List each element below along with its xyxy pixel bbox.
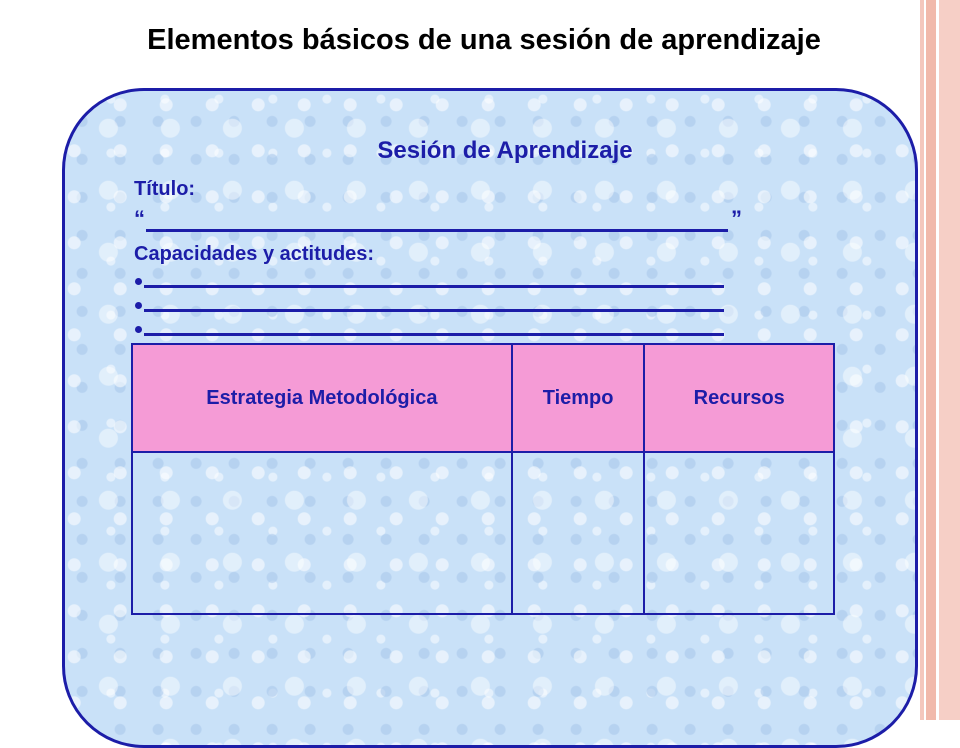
card-title: Sesión de Aprendizaje	[377, 137, 633, 164]
capacidades-label: Capacidades y actitudes:	[134, 243, 375, 265]
bullet-3	[135, 326, 142, 333]
close-quote: ”	[731, 206, 742, 231]
page-title: Elementos básicos de una sesión de aprendizaje	[147, 24, 821, 56]
decorative-edge-stripes	[920, 0, 960, 720]
header-tiempo: Tiempo	[512, 344, 645, 452]
capacity-blank-line-2	[144, 309, 724, 312]
cell-tiempo	[512, 452, 645, 614]
cell-recursos	[644, 452, 834, 614]
session-plan-table	[131, 343, 835, 615]
open-quote: “	[134, 206, 145, 231]
bullet-1	[135, 278, 142, 285]
titulo-label: Título:	[134, 178, 196, 200]
bullet-2	[135, 302, 142, 309]
header-estrategia: Estrategia Metodológica	[132, 344, 512, 452]
table-row	[132, 452, 834, 614]
table-header-row	[132, 344, 834, 452]
capacity-blank-line-1	[144, 285, 724, 288]
header-recursos: Recursos	[644, 344, 834, 452]
title-blank-line	[146, 229, 728, 232]
capacity-blank-line-3	[144, 333, 724, 336]
cell-estrategia	[132, 452, 512, 614]
